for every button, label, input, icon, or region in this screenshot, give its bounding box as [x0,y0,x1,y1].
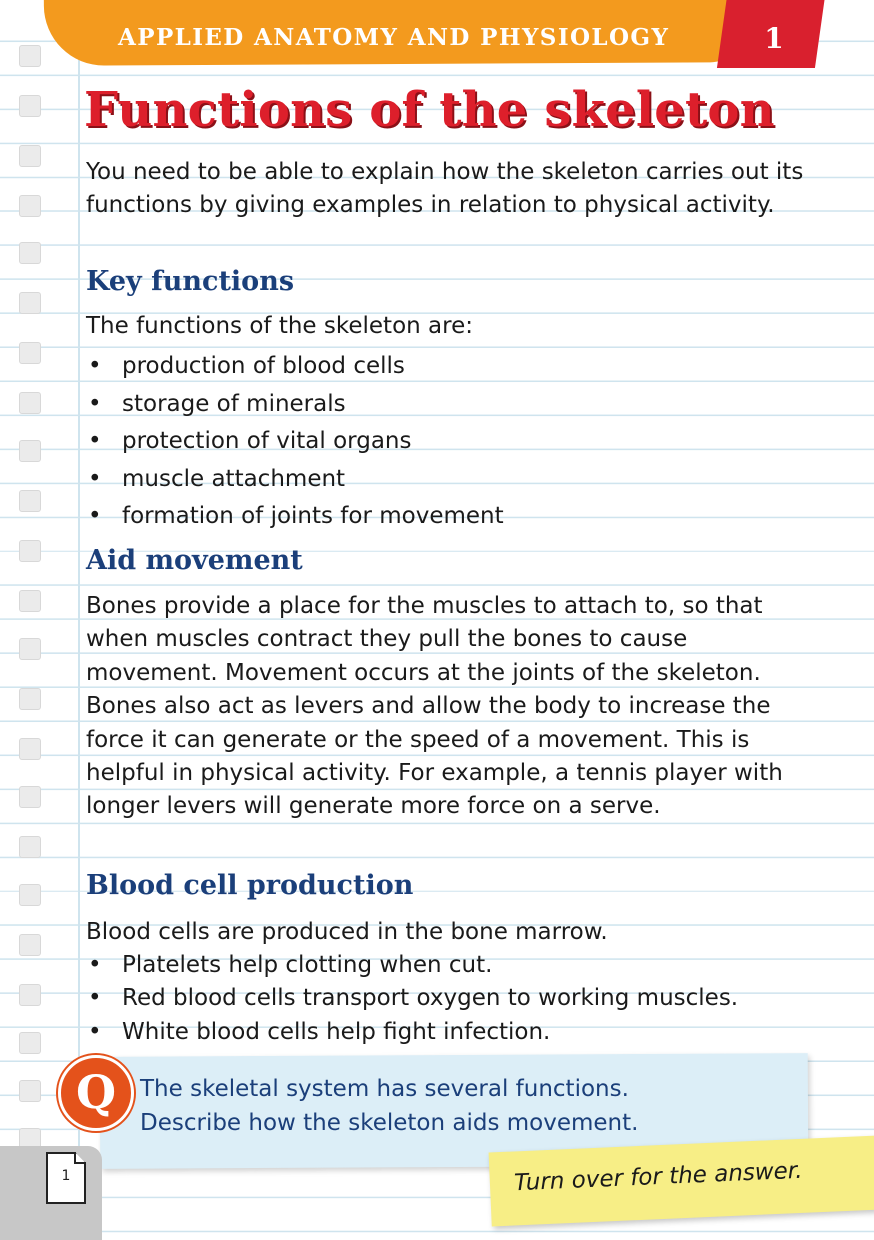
binder-hole [19,786,41,808]
binder-hole [19,195,41,217]
binder-hole [19,440,41,462]
heading-blood-cell-production: Blood cell production [86,870,414,901]
heading-key-functions: Key functions [86,266,295,297]
question-text [140,1073,638,1140]
page-title: Functions of the skeleton [84,82,775,138]
binder-hole [19,540,41,562]
section-title: APPLIED ANATOMY AND PHYSIOLOGY [118,24,670,51]
intro-text: You need to be able to explain how the skeleton carries out its functions by giving examples in relation to physical activity. [86,159,804,219]
binder-hole [19,934,41,956]
binder-holes [19,0,43,1240]
binder-hole [19,392,41,414]
binder-hole [19,590,41,612]
question-line: Describe how the skeleton aids movement. [140,1109,639,1136]
page-number: 1 [61,1168,71,1184]
list-item: • protection of vital organs [86,423,504,461]
list-item: • White blood cells help fight infection. [86,1016,738,1049]
binder-hole [19,95,41,117]
key-functions-list [86,348,504,536]
binder-hole [19,738,41,760]
list-item: • muscle attachment [86,461,504,499]
binder-hole [19,836,41,858]
blood-cells-lead: Blood cells are produced in the bone marrow. [86,919,608,945]
binder-hole [19,984,41,1006]
aid-movement-text: Bones provide a place for the muscles to attach to, so that when muscles contract they pull the bones to cause movement. Movement occurs at the joints of the skeleton. Bones also act as levers and allow the body to increase the force it can generate or the speed of a movement. This is helpful in physical activity. For example, a tennis player with longer levers will generate more force on a serve. [86,593,783,820]
binder-hole [19,688,41,710]
binder-hole [19,342,41,364]
binder-hole [19,45,41,67]
key-functions-lead: The functions of the skeleton are: [86,313,473,339]
page-icon-fold [74,1152,86,1164]
blood-cells-list [86,949,738,1049]
question-badge-letter: Q [75,1065,117,1119]
question-line: The skeletal system has several functions. [140,1076,629,1102]
binder-hole [19,638,41,660]
binder-hole [19,292,41,314]
binder-hole [19,884,41,906]
binder-hole [19,1080,41,1102]
binder-hole [19,490,41,512]
binder-hole [19,145,41,167]
list-item: • storage of minerals [86,386,504,424]
heading-aid-movement: Aid movement [86,545,303,576]
list-item: • formation of joints for movement [86,498,504,536]
list-item: • Platelets help clotting when cut. [86,949,738,982]
chapter-number: 1 [764,22,784,55]
list-item: • production of blood cells [86,348,504,386]
binder-hole [19,1032,41,1054]
list-item: • Red blood cells transport oxygen to working muscles. [86,982,738,1015]
question-badge-icon [58,1055,134,1131]
turn-over-note: Turn over for the answer. [513,1157,803,1197]
binder-hole [19,242,41,264]
margin-line [78,0,80,1240]
